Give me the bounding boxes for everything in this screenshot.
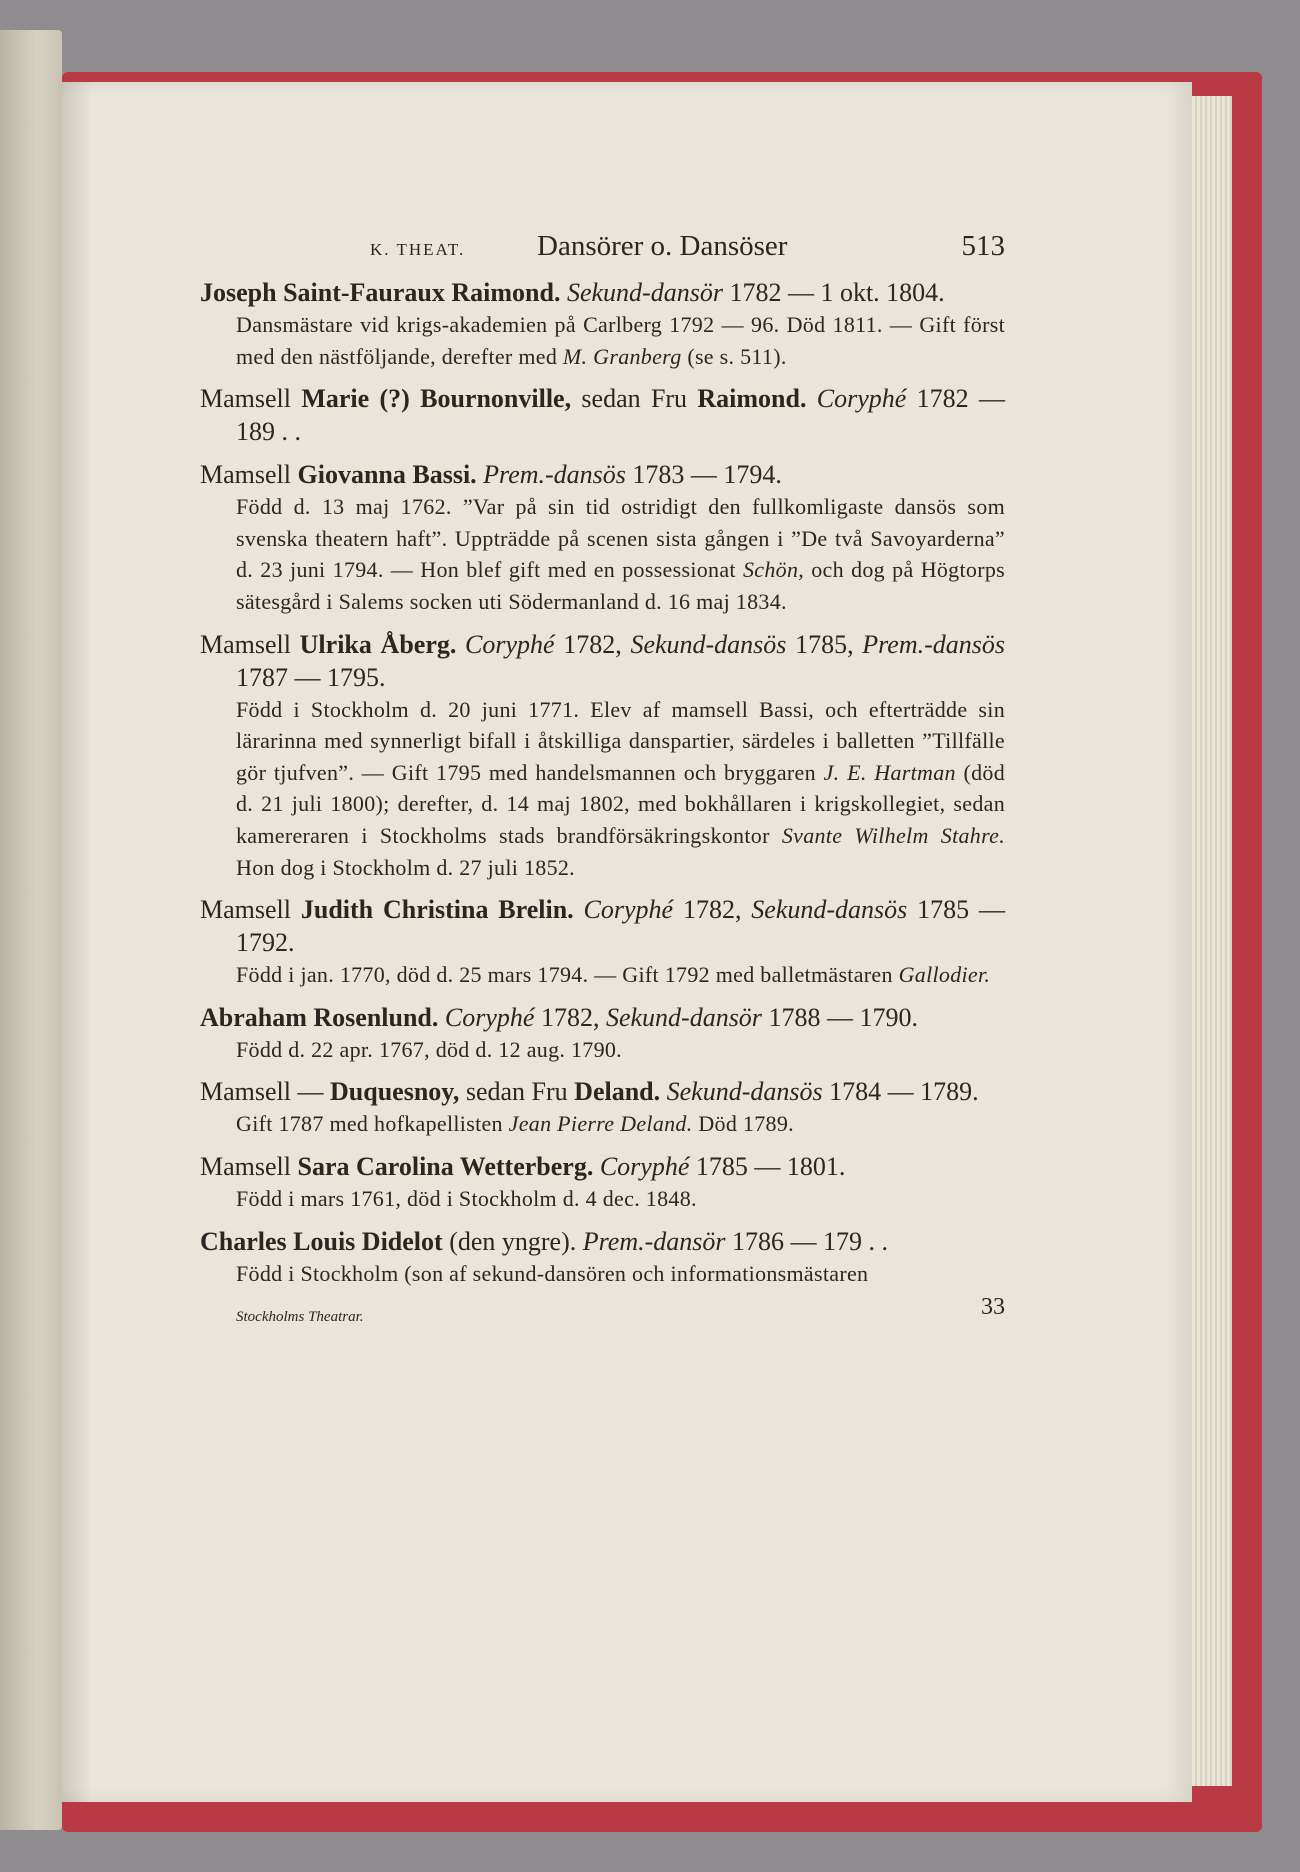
entry-aberg [200, 628, 1005, 884]
entry-text-italic: Jean Pierre Deland. [508, 1111, 693, 1137]
entry-prefix: Mamsell [200, 384, 302, 414]
page-edges [1192, 96, 1232, 1786]
entry-heading [200, 276, 1005, 309]
entry-dates-3: 1787 — 1795. [236, 662, 386, 692]
entry-text: Dansmästare vid krigs-akademien på Carlberg 1792 — 96. Död 1811. — Gift först med den nästföljande, derefter med [236, 312, 1005, 369]
entry-heading [200, 893, 1005, 959]
page-number: 513 [961, 230, 1005, 262]
entry-text-italic: Gallodier. [898, 962, 991, 988]
entry-dates: 1782, [682, 895, 752, 925]
entry-text-end: och dog på Högtorps sätesgård i Salems socken uti Södermanland d. 16 maj 1834. [236, 557, 1005, 614]
entry-role: Sekund-dansör [566, 278, 723, 307]
entry-name: Giovanna Bassi. [297, 460, 477, 490]
entry-role: Coryphé [444, 1002, 535, 1032]
entry-prefix: Mamsell [200, 629, 300, 659]
entry-text-mid: (död d. 21 juli 1800); derefter, d. 14 maj 1802, med bokhållaren i krigskollegiet, sedan kamereraren i Stockholms stads brandförsäkringskontor [236, 759, 1006, 848]
entry-name: Joseph Saint-Fauraux Raimond. [200, 278, 561, 307]
entry-heading [200, 1075, 1005, 1108]
entry-dates: 1782 — 189 . . [236, 384, 1005, 447]
running-head-title: Dansörer o. Dansöser [537, 230, 788, 262]
entry-dates: 1786 — 179 . . [732, 1226, 888, 1256]
entry-body [200, 1183, 1005, 1215]
entry-text: Född i Stockholm d. 20 juni 1771. Elev af mamsell Bassi, och efterträdde sin lärarinna med synnerligt bifall i åtskilliga danspartier, särdeles i balletten ”Tillfälle gör tjufven”. — Gift 1795 med handelsmannen och bryggaren [236, 696, 1005, 785]
entry-raimond [200, 276, 1005, 372]
entry-heading [200, 628, 1005, 694]
entry-role: Coryphé [465, 629, 555, 659]
entry-dates: 1783 — 1794. [632, 460, 782, 490]
entry-didelot [200, 1225, 1005, 1290]
entry-brelin [200, 893, 1005, 991]
entry-name-2: Raimond. [697, 384, 807, 414]
entry-text: Född i jan. 1770, död d. 25 mars 1794. — Gift 1792 med balletmästaren [236, 962, 899, 988]
entry-body [200, 309, 1005, 372]
entry-role: Prem.-dansös [483, 460, 626, 490]
entry-text-end: Hon dog i Stockholm d. 27 juli 1852. [236, 854, 575, 880]
entry-name: Judith Christina Brelin. [300, 895, 574, 925]
entry-name: Sara Carolina Wetterberg. [297, 1151, 594, 1181]
entry-role: Coryphé [816, 384, 907, 414]
entry-dates: 1782, [563, 629, 631, 659]
sheet-number: 33 [981, 1294, 1005, 1321]
entry-body [200, 491, 1005, 617]
entry-role: Coryphé [583, 895, 674, 925]
entry-role-2: Sekund-dansös [751, 895, 908, 925]
entry-dates: 1785 — 1801. [695, 1151, 846, 1181]
entry-prefix: Mamsell [200, 460, 298, 490]
entry-text: Född d. 13 maj 1762. ”Var på sin tid ostridigt den fullkomligaste dansös som svenska theatern haft”. Uppträdde på scenen sista gången i ”De två Savoyarderna” d. 23 juni 1794. — Hon blef gift med en possessionat [236, 494, 1005, 583]
page-footer [200, 1291, 1005, 1325]
running-header [200, 230, 1005, 274]
entry-text-italic: Schön, [743, 557, 805, 583]
entry-role: Sekund-dansös [666, 1077, 823, 1107]
entry-name-2: Deland. [574, 1077, 661, 1107]
entry-name: Charles Louis Didelot [200, 1226, 443, 1256]
entry-body [200, 959, 1005, 991]
entry-heading [200, 382, 1005, 448]
entry-text-italic-2: Svante Wilhelm Stahre. [781, 822, 1005, 848]
entry-mid: sedan Fru [571, 384, 698, 414]
entry-role: Prem.-dansör [582, 1226, 726, 1256]
entry-mid: (den yngre). [442, 1226, 583, 1256]
entry-text: Gift 1787 med hofkapellisten [236, 1111, 509, 1137]
entry-body [200, 1258, 1005, 1290]
entry-duquesnoy [200, 1075, 1005, 1140]
entry-name: Duquesnoy, [330, 1077, 460, 1107]
entry-role-3: Prem.-dansös [862, 629, 1006, 659]
entry-body [200, 1034, 1005, 1066]
entry-dates-2: 1785, [786, 629, 863, 659]
entry-role-2: Sekund-dansör [605, 1002, 762, 1032]
entry-text-italic: M. Granberg [562, 343, 682, 369]
entry-bassi [200, 458, 1005, 617]
entry-prefix: Mamsell [200, 1151, 298, 1181]
entry-role-2: Sekund-dansös [630, 629, 787, 659]
entry-dates-2: 1785 — 1792. [236, 895, 1005, 958]
entry-heading [200, 458, 1005, 491]
running-head-left: K. THEAT. [370, 240, 466, 259]
entry-name: Ulrika Åberg. [299, 629, 457, 659]
entry-role: Coryphé [599, 1151, 690, 1181]
entry-rosenlund [200, 1001, 1005, 1066]
signature-mark: Stockholms Theatrar. [236, 1309, 364, 1326]
entry-prefix: Mamsell [200, 895, 301, 925]
entry-text: Född i Stockholm (son af sekund-dansören och informationsmästaren [236, 1260, 869, 1286]
entry-name: Marie (?) Bournonville, [301, 384, 572, 414]
entry-mid: sedan Fru [459, 1077, 575, 1107]
entry-bournonville [200, 382, 1005, 448]
entry-heading [200, 1001, 1005, 1034]
entry-dates: 1782 — 1 okt. 1804. [729, 278, 945, 307]
entry-dates: 1782, [540, 1002, 606, 1032]
entry-heading [200, 1150, 1005, 1183]
entry-text: Född i mars 1761, död i Stockholm d. 4 dec. 1848. [236, 1185, 697, 1211]
entry-text-end: Död 1789. [692, 1111, 794, 1137]
entry-heading [200, 1225, 1005, 1258]
entry-text-end: (se s. 511). [681, 343, 787, 369]
entry-dates-2: 1788 — 1790. [761, 1002, 918, 1032]
left-page-edge [0, 30, 62, 1830]
entry-text-italic: J. E. Hartman [823, 759, 956, 785]
entry-wetterberg [200, 1150, 1005, 1215]
page-gutter-shadow [62, 82, 92, 1802]
page-content [200, 230, 1005, 1325]
entry-dates: 1784 — 1789. [829, 1077, 979, 1107]
entry-prefix: Mamsell — [200, 1077, 330, 1107]
entry-name: Abraham Rosenlund. [200, 1002, 439, 1032]
entry-body [200, 1108, 1005, 1140]
entry-body [200, 694, 1005, 884]
entry-text: Född d. 22 apr. 1767, död d. 12 aug. 1790. [236, 1036, 622, 1062]
